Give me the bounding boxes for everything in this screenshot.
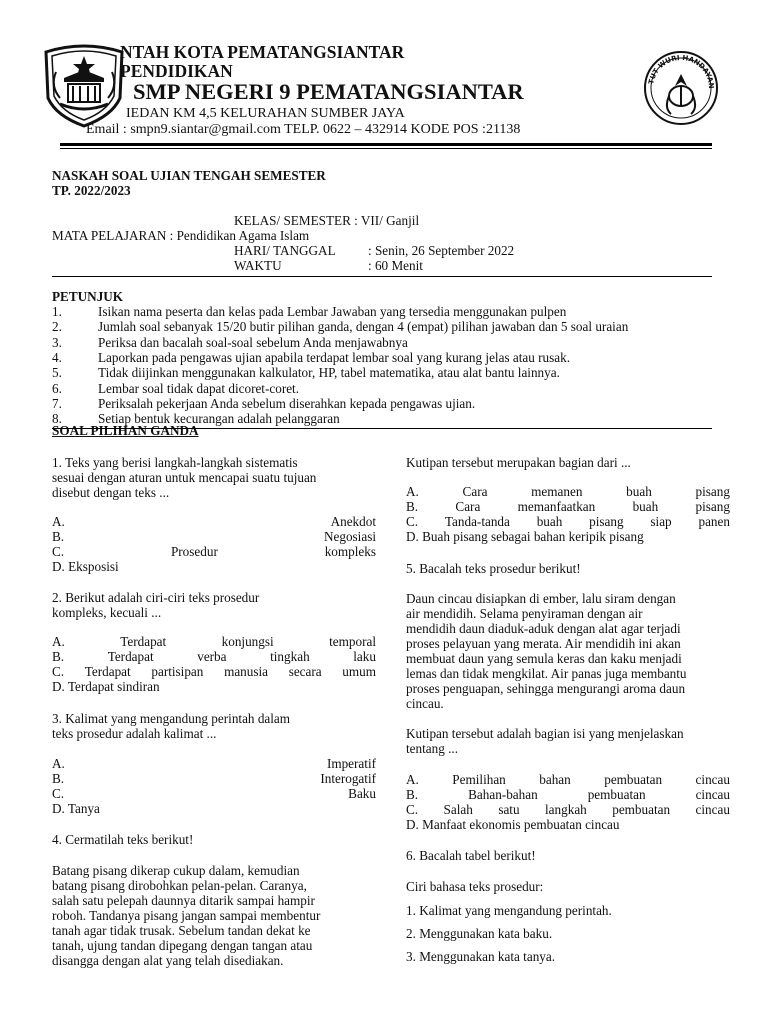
question-text: disebut dengan teks ...	[52, 485, 170, 500]
petunjuk-number: 8.	[52, 411, 62, 427]
answer-option: B. Cara memanfaatkan buah pisang	[406, 499, 730, 514]
petunjuk-number: 5.	[52, 365, 62, 381]
petunjuk-number: 7.	[52, 395, 62, 411]
header-line1: NTAH KOTA PEMATANGSIANTAR	[120, 42, 405, 62]
question-text: tentang ...	[406, 741, 459, 756]
school-name: SMP NEGERI 9 PEMATANGSIANTAR	[133, 79, 524, 104]
answer-option: B. Negosiasi	[52, 529, 376, 544]
passage-text: Batang pisang dikerap cukup dalam, kemudian	[52, 863, 300, 878]
exam-title: NASKAH SOAL UJIAN TENGAH SEMESTER	[52, 168, 326, 183]
answer-option: C. Terdapat partisipan manusia secara umum	[52, 664, 376, 679]
petunjuk-number: 3.	[52, 334, 62, 350]
answer-option: A. Anekdot	[52, 514, 376, 529]
exam-day-label: HARI/ TANGGAL	[234, 243, 336, 258]
answer-option: A. Terdapat konjungsi temporal	[52, 634, 376, 649]
answer-option: B. Terdapat verba tingkah laku	[52, 649, 376, 664]
exam-time-value: : 60 Menit	[368, 258, 423, 273]
petunjuk-item: Laporkan pada pengawas ujian apabila terdapat lembar soal yang kurang jelas atau rusak.	[98, 349, 570, 365]
list-item: 3. Menggunakan kata tanya.	[406, 949, 556, 964]
question-text: 5. Bacalah teks prosedur berikut!	[406, 561, 581, 576]
answer-option: C. Tanda-tanda buah pisang siap panen	[406, 514, 730, 529]
petunjuk-item: Jumlah soal sebanyak 15/20 butir pilihan ganda, dengan 4 (empat) pilihan jawaban dan 5 soal uraian	[98, 319, 629, 335]
exam-year: TP. 2022/2023	[52, 183, 131, 198]
question-text: 6. Bacalah tabel berikut!	[406, 848, 536, 863]
question-text: teks prosedur adalah kalimat ...	[52, 726, 217, 741]
petunjuk-item: Periksa dan bacalah soal-soal sebelum Anda menjawabnya	[98, 334, 408, 350]
petunjuk-item: Lembar soal tidak dapat dicoret-coret.	[98, 380, 300, 396]
petunjuk-item: Tidak diijinkan menggunakan kalkulator, HP, tabel matematika, atau alat bantu lainnya.	[98, 365, 560, 381]
list-item: 1. Kalimat yang mengandung perintah.	[406, 903, 612, 918]
passage-text: membuat daun yang semula keras dan kaku menjadi	[406, 651, 682, 666]
left-column	[52, 0, 376, 1024]
passage-text: proses pelayuan yang merata. Air mendidih ini akan	[406, 636, 681, 651]
passage-text: lemas dan tidak mengkilat. Air panas juga membantu	[406, 666, 687, 681]
petunjuk-item: Periksalah pekerjaan Anda sebelum diserahkan kepada pengawas ujian.	[98, 395, 476, 411]
answer-option: D. Terdapat sindiran	[52, 679, 160, 694]
petunjuk-title: PETUNJUK	[52, 289, 124, 304]
question-text: 3. Kalimat yang mengandung perintah dalam	[52, 711, 291, 726]
answer-option: A. Cara memanen buah pisang	[406, 484, 730, 499]
petunjuk-number: 1.	[52, 304, 62, 319]
answer-option: D. Tanya	[52, 801, 100, 816]
question-text: 1. Teks yang berisi langkah-langkah sistematis	[52, 455, 298, 470]
question-text: Kutipan tersebut adalah bagian isi yang menjelaskan	[406, 726, 684, 741]
passage-text: cincau.	[406, 696, 444, 711]
answer-option: B. Interogatif	[52, 771, 376, 786]
answer-option: A. Imperatif	[52, 756, 376, 771]
passage-text: Daun cincau disiapkan di ember, lalu siram dengan	[406, 591, 676, 606]
petunjuk-number: 4.	[52, 349, 62, 365]
answer-option: C. Salah satu langkah pembuatan cincau	[406, 802, 730, 817]
answer-option: D. Manfaat ekonomis pembuatan cincau	[406, 817, 620, 832]
answer-option: D. Eksposisi	[52, 559, 119, 574]
passage-text: tanah agar tidak trusak. Sebelum tandan dekat ke	[52, 923, 311, 938]
petunjuk-number: 2.	[52, 319, 62, 335]
answer-option: A. Pemilihan bahan pembuatan cincau	[406, 772, 730, 787]
exam-time-label: WAKTU	[234, 258, 282, 273]
answer-option: C. Baku	[52, 786, 376, 801]
answer-option: B. Bahan-bahan pembuatan cincau	[406, 787, 730, 802]
question-text: sesuai dengan aturan untuk mencapai suatu tujuan	[52, 470, 317, 485]
right-column	[406, 0, 730, 1024]
petunjuk-item: Setiap bentuk kecurangan adalah pelanggaran	[98, 411, 340, 427]
question-text: 4. Cermatilah teks berikut!	[52, 832, 194, 847]
question-text: kompleks, kecuali ...	[52, 605, 162, 620]
exam-class: KELAS/ SEMESTER : VII/ Ganjil	[234, 213, 420, 228]
exam-day-value: : Senin, 26 September 2022	[368, 243, 515, 258]
question-text: Ciri bahasa teks prosedur:	[406, 879, 544, 894]
svg-text:TUT WURI HANDAYANI: TUT WURI HANDAYAN	[647, 53, 716, 89]
school-address: IEDAN KM 4,5 KELURAHAN SUMBER JAYA	[126, 106, 405, 121]
passage-text: proses penguapan, sehingga mengurangi aroma daun	[406, 681, 686, 696]
passage-text: mendidih daun diaduk-aduk dengan alat agar terjadi	[406, 621, 681, 636]
passage-text: roboh. Tandanya pisang jangan sampai membentur	[52, 908, 321, 923]
answer-option: D. Buah pisang sebagai bahan keripik pisang	[406, 529, 644, 544]
school-contact: Email : smpn9.siantar@gmail.com TELP. 0622 – 432914 KODE POS :21138	[86, 122, 521, 137]
passage-text: disangga dengan alat yang telah disediakan.	[52, 953, 284, 968]
petunjuk-item: Isikan nama peserta dan kelas pada Lembar Jawaban yang tersedia menggunakan pulpen	[98, 304, 567, 319]
question-text: Kutipan tersebut merupakan bagian dari ...	[406, 455, 631, 470]
passage-text: air mendidih. Selama penyiraman dengan air	[406, 606, 643, 621]
list-item: 2. Menggunakan kata baku.	[406, 926, 553, 941]
passage-text: batang pisang dirobohkan pelan-pelan. Caranya,	[52, 878, 307, 893]
header-line2: PENDIDIKAN	[120, 61, 233, 81]
question-text: 2. Berikut adalah ciri-ciri teks prosedur	[52, 590, 260, 605]
answer-option: C. Prosedur kompleks	[52, 544, 376, 559]
passage-text: salah satu pelepah daunnya ditarik sampai hampir	[52, 893, 315, 908]
section-title: SOAL PILIHAN GANDA	[52, 423, 199, 438]
petunjuk-number: 6.	[52, 380, 62, 396]
passage-text: tanah, ujung tandan dipegang dengan tangan atau	[52, 938, 313, 953]
exam-subject: MATA PELAJARAN : Pendidikan Agama Islam	[52, 228, 310, 243]
